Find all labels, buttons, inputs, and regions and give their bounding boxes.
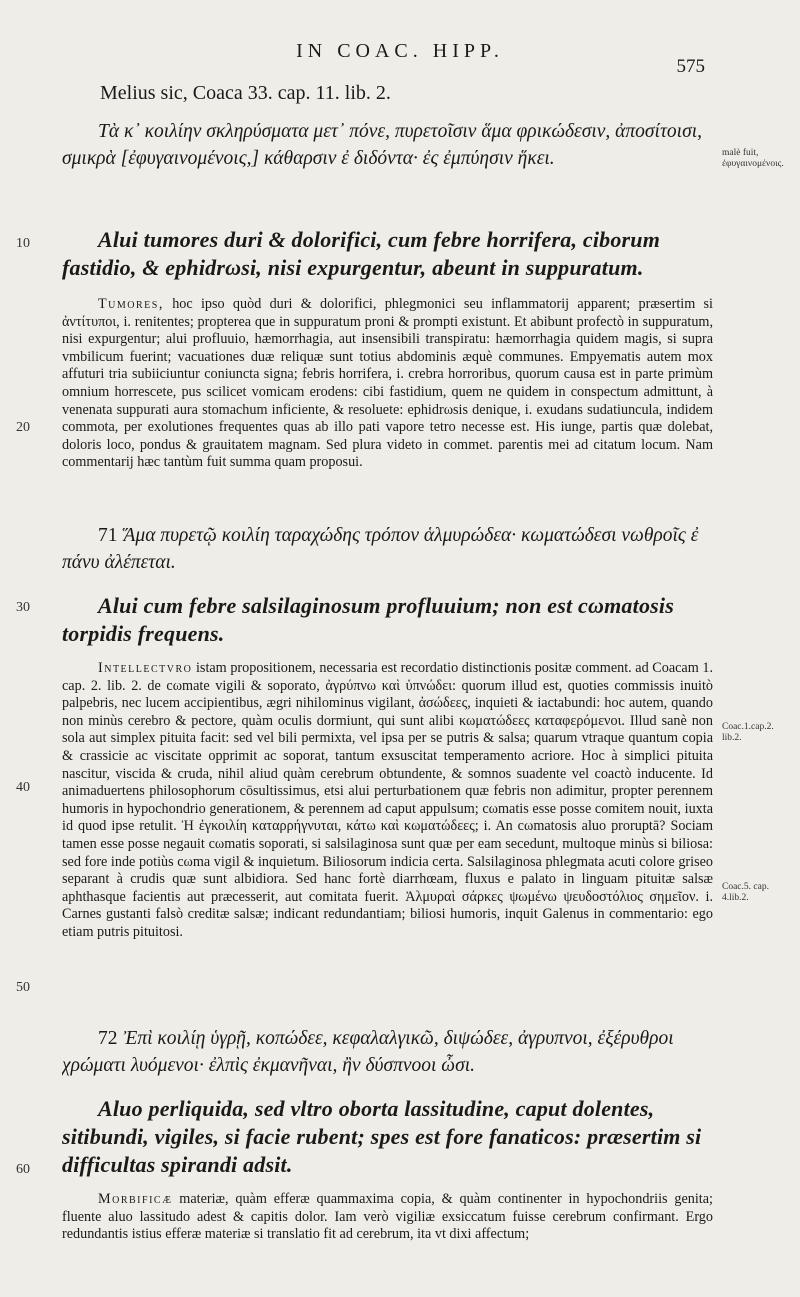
commentary (62, 296, 713, 508)
section-3 (62, 1025, 713, 1247)
page-number: 575 (676, 56, 705, 77)
latin-translation: Alui cum febre salsilaginosum profluuium; non est cωmatosis torpidis frequens. (62, 593, 674, 646)
commentary-text: istam propositionem, necessaria est recordatio distinctionis positæ comment. ad Coacam 1. cap. 2. lib. 2. de cωmate vigili & soporato, ἀγρύπνω καὶ ὑπνώδει: quorum illud est, quoties commissis inuitò palpebris, nec lucem accipientibus, ægri nihilominus vigilant, ἀσώδεες, inquieti & iactabundi: hoc autem, quando non minùs cerebro & pectore, quàm oculis dormiunt, qui sunt alibi κωματώδεες καταφερόμενοι. Illud sanè non sola aut simplex pituita facit: sed vel bili permixta, vel ipsa per se putris & salsa; quarum vtraque quantum copia & crassicie ac viscitate opprimit ac soporat, tantum exsuscitat temperamento acriore. Hoc à simplici pituita nascitur, viscida & cruda, nihil aliud quàm cerebrum obtundente, & somnos suadente vel coactò inducente. Id animaduertens philosophorum cōsultissimus, etsi alui perturbationem quæ febris non adimitur, propter perennem humoris in hypochondrio generationem, & perennem ad caput appulsum; cωmatis esse posse comitem nouit, iuxta id quod ipse retulit. Ἠ ἐγκοιλίη καταρρήγνυται, κάτω καὶ κωματώδεες; i. An cωmatosis aluo proruptā? Sociam tamen esse posse negauit cωmatis soporati, si salsilaginosa sunt quæ per eam secedunt, multoque minùs si biliosa: sed fore inde potiùs cωma vigil & inquietum. Biliosorum indicia certa. Salsilaginosa phlegmata acuti colore griseo separant à crudis quæ sunt albidiora. Sed hanc fortè diarrhœam, fluxus e palato in linguam pituitæ salsæ aphthasque facientis aut præcesserit, aut comitata fuerit. Ἀλμυραὶ σάρκες ψωμένω ψευδοστόλιος σημεῖον. i. Carnes gustanti falsò creditæ salsæ; indicant redundantiam; biliosi humoris, inquit Galenus in commentario: ego etiam putris pituitosi. (62, 660, 713, 940)
running-head: IN COAC. HIPP. (296, 40, 504, 62)
commentary-lead: Intellectvro (98, 660, 193, 676)
section-number: 72 (98, 1028, 118, 1049)
line-number: 40 (16, 780, 30, 795)
greek-text: Τὰ κ᾽ κοιλίην σκληρύσματα μετ᾽ πόνε, πυρετοῖσιν ἅμα φρικώδεσιν, ἀποσίτοισι, σμικρὰ [ἐφυγαινομένοις,] κάθαρσιν ἐ διδόντα· ἐς ἐμπύησιν ἥκει. (62, 121, 703, 169)
greek-aphorism: Ἅμα πυρετῷ κοιλίη ταραχώδης τρόπον ἁλμυρώδεα· κωματώδεσι νωθροῖς ἐ πάνυ ἀλέπεται. (62, 525, 699, 573)
commentary-lead: Tumores, (98, 296, 164, 312)
latin-translation: Aluo perliquida, sed vltro oborta lassitudine, caput dolentes, sitibundi, vigiles, si facie rubent; spes est fore fanaticos: præsertim si difficultas spirandi adsit. (62, 1096, 702, 1177)
greek-text (62, 1025, 713, 1083)
section-2 (62, 522, 713, 977)
intro-line: Melius sic, Coaca 33. cap. 11. lib. 2. (100, 82, 391, 104)
section-1 (62, 118, 713, 508)
commentary-text: materiæ, quàm efferæ quammaxima copia, & quàm continenter in hypochondriis genita; fluente aluo lassitudo adest & capitis dolor. Iam verò vigiliæ exsiccatum fuisse cerebrum confirmant. Ergo redundantis istius efferæ materiæ si translatio fit ad cerebrum, ita vt dixi affectum; (62, 1191, 713, 1243)
margin-note: Coac.5. cap. 4.lib.2. (722, 882, 769, 903)
line-number: 60 (16, 1162, 30, 1177)
commentary-text: hoc ipso quòd duri & dolorifici, phlegmonici seu inflammatorij apparent; præsertim si ἀντίτυποι, i. renitentes; propterea que in suppuratum proni & prompti existunt. Et abibunt profectò in suppuratum, nisi expurgentur; alui profluuio, hæmorrhagia, aut insensibili transpiratu: hæmorrhagia quidem magis, si supra vmbilicum fuerint; vacuationes duæ reliquæ sunt totius abdominis æquè communes. Empyematis autem mox affuturi tria subiiciuntur coniuncta signa; febris horrifera, i. crebra horroribus, quorum causa est in parte primùm omnium horrescete, pus scilicet vomicam erodens: cibi fastidium, quem ne quidem in conspectum admittunt, à venenata suppurati aura stomachum inficiente, & resoluete: ephidrωsis denique, i. exudans sudatiuncula, indidem commota, per exolutiones frequentes quas ab illo pati vapore tetro necesse est. His iunge, partis quæ dolebat, doloris loco, pondus & grauitatem magnam. Sed plura videto in commet. parentis mei ad citatum locum. Nam commentarij hæc tantùm fuit summa quam proposui. (62, 296, 713, 471)
commentary (62, 1191, 713, 1247)
margin-note: Coac.1.cap.2. lib.2. (722, 722, 774, 743)
greek-text (62, 522, 713, 580)
line-number: 30 (16, 600, 30, 615)
margin-note: malè fuit, ἐφυγαινομένοις. (722, 148, 784, 169)
section-number: 71 (98, 525, 118, 546)
line-number: 50 (16, 980, 30, 995)
latin-translation: Alui tumores duri & dolorifici, cum febre horrifera, ciborum fastidio, & ephidrωsi, nisi expurgentur, abeunt in suppuratum. (62, 227, 661, 280)
line-number: 20 (16, 420, 30, 435)
line-number: 10 (16, 236, 30, 251)
commentary-lead: Morbificæ (98, 1191, 173, 1207)
greek-aphorism: Ἐπὶ κοιλίῃ ὑγρῇ, κοπώδεε, κεφαλαλγικῶ, διψώδεε, ἀγρυπνοι, ἐξέρυθροι χρώματι λυόμενοι· ἐλπὶς ἐκμανῆναι, ἢν δύσπνοοι ὦσι. (62, 1028, 674, 1076)
commentary (62, 660, 713, 977)
